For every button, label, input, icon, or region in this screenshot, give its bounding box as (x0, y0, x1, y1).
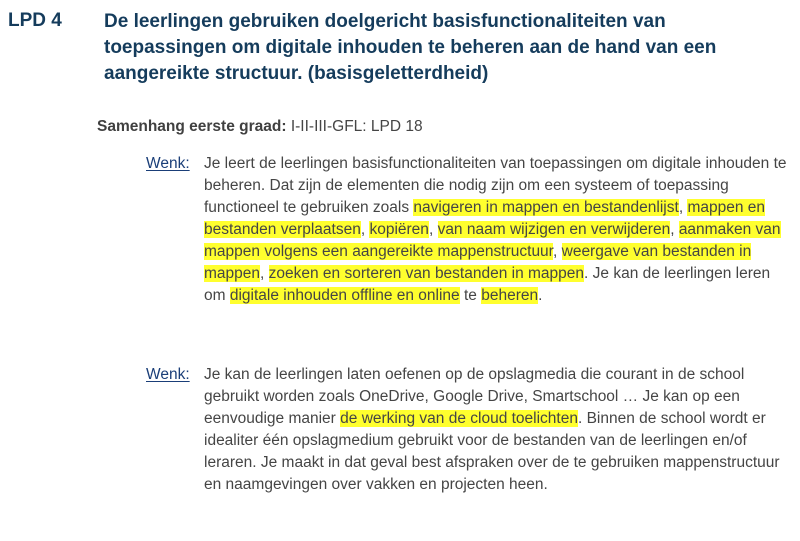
highlighted-text: weergave van bestanden in mappen (204, 243, 752, 282)
text-segment: , (553, 243, 562, 260)
highlighted-text: de werking van de cloud toelichten (340, 410, 578, 427)
highlighted-text: digitale inhouden offline en online (229, 287, 460, 304)
goal-code: LPD 4 (8, 10, 62, 31)
text-segment: , (428, 221, 438, 238)
text-segment: . Binnen de school wordt er idealiter één opslagmedium gebruikt voor de bestanden van de leerlingen en/of leraren. Je maakt in dat geval best afspraken over de te gebruiken mappenstructuur en naamgevingen over vakken en projecten heen. (204, 410, 780, 493)
highlighted-text: kopiëren (369, 221, 429, 238)
wenk-block-1 (146, 153, 794, 307)
samenhang-line (97, 118, 423, 136)
wenk-block-2 (146, 364, 794, 496)
highlighted-text: mappen en bestanden verplaatsen (204, 199, 765, 238)
wenk-text (204, 153, 794, 307)
goal-title: De leerlingen gebruiken doelgericht basisfunctionaliteiten van toepassingen om digitale inhouden te beheren aan de hand van een aangereikte structuur. (basisgeletterdheid) (104, 11, 717, 84)
text-segment: , (360, 221, 370, 238)
text-segment: , (670, 221, 679, 238)
text-segment: Je leert de leerlingen basisfunctionaliteiten van toepassingen om digitale inhouden te beheren. Dat zijn de elementen die nodig zijn om een systeem of toepassing functioneel te gebruiken zoals (204, 155, 787, 216)
text-segment: . Je kan de leerlingen leren om (204, 265, 771, 304)
wenk-text (204, 364, 794, 496)
highlighted-text: navigeren in mappen en bestandenlijst (413, 199, 679, 216)
highlighted-text: beheren (481, 287, 539, 304)
highlighted-text: zoeken en sorteren van bestanden in mappen (268, 265, 585, 282)
samenhang-label: Samenhang eerste graad: (97, 118, 287, 135)
wenk-link[interactable]: Wenk: (146, 155, 190, 172)
highlighted-text: aanmaken van mappen volgens een aangereikte mappenstructuur (204, 221, 781, 260)
wenk-link[interactable]: Wenk: (146, 366, 190, 383)
text-segment: Je kan de leerlingen laten oefenen op de opslagmedia die courant in de school gebruikt worden zoals OneDrive, Google Drive, Smartschool … Je kan op een eenvoudige manier (204, 366, 745, 427)
text-segment: . (538, 287, 543, 304)
highlighted-text: van naam wijzigen en verwijderen (437, 221, 671, 238)
text-segment: , (260, 265, 269, 282)
text-segment: , (678, 199, 688, 216)
text-segment: te (459, 287, 482, 304)
samenhang-value: I-II-III-GFL: LPD 18 (290, 118, 423, 135)
